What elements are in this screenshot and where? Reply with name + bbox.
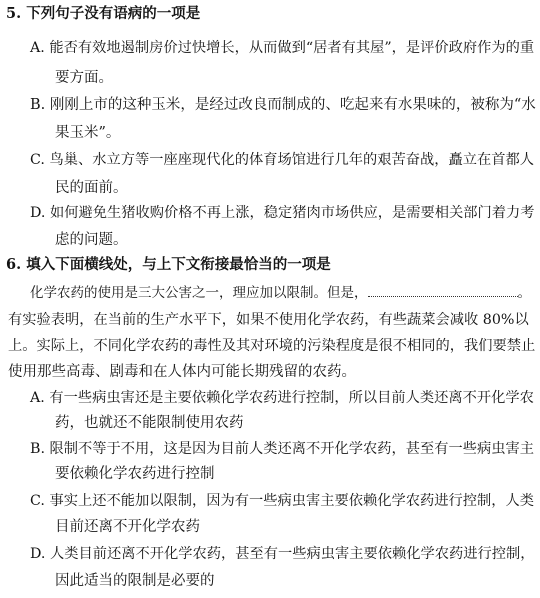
q6-number: 6. [6,256,22,273]
q6-option-d [30,544,535,564]
q6-passage-line-4: 使用那些高毒、剧毒和在人体内可能长期残留的农药。 [8,364,356,380]
q5-option-b-cont: 果玉米”。 [55,125,121,141]
q5-stem: 下列句子没有语病的一项是 [26,5,201,22]
q6-passage-line-2: 有实验表明，在当前的生产水平下，如果不使用化学农药，有些蔬菜会减收 80%以 [8,312,529,328]
q6-option-b-text: 限制不等于不用，这是因为目前人类还离不开化学农药，甚至有一些病虫害主 [49,441,535,457]
q6-option-c-text: 事实上还不能加以限制，因为有一些病虫害主要依赖化学农药进行控制，人类 [49,493,534,509]
q6-option-c-letter: C. [30,493,45,509]
q5-option-d-cont: 虑的问题。 [55,232,128,248]
q5-option-b [30,95,536,115]
q6-option-a [30,388,534,408]
q5-option-a-cont: 要方面。 [55,70,113,86]
q6-option-a-text: 有一些病虫害还是主要依赖化学农药进行控制，所以目前人类还离不开化学农 [49,390,534,406]
q5-option-b-letter: B. [30,97,46,113]
q6-option-c [30,491,534,511]
q5-option-c-text: 鸟巢、水立方等一座座现代化的体育场馆进行几年的艰苦奋战，矗立在首都人 [49,152,534,168]
q6-option-a-cont: 药，也就还不能限制使用农药 [55,415,244,431]
q6-option-d-letter: D. [30,546,46,562]
q5-heading [6,4,200,24]
q6-option-b-letter: B. [30,441,46,457]
q6-option-b-cont: 要依赖化学农药进行控制 [55,466,215,482]
q6-passage-line-1 [30,283,531,303]
q6-heading [6,255,331,275]
q6-option-c-cont: 目前还离不开化学农药 [55,519,200,535]
q6-passage-end-punct: 。 [517,285,531,301]
q5-option-a-letter: A. [30,40,45,56]
q6-stem: 填入下面横线处，与上下文衔接最恰当的一项是 [26,256,331,273]
q6-option-d-cont: 因此适当的限制是必要的 [55,573,215,589]
q6-passage-text-1: 化学农药的使用是三大公害之一，理应加以限制。但是， [30,285,368,301]
q5-option-b-text: 刚刚上市的这种玉米，是经过改良而制成的、吃起来有水果味的，被称为“水 [49,97,536,113]
q5-option-c [30,150,534,170]
q5-option-a-text: 能否有效地遏制房价过快增长，从而做到“居者有其屋”，是评价政府作为的重 [49,40,535,56]
fill-in-blank[interactable] [368,284,518,297]
q5-option-d-letter: D. [30,205,46,221]
q5-option-c-cont: 民的面前。 [55,180,128,196]
q5-number: 5. [6,5,22,22]
q6-option-b [30,439,534,459]
q6-option-d-text: 人类目前还离不开化学农药，甚至有一些病虫害主要依赖化学农药进行控制， [49,546,535,562]
q5-option-d [30,203,535,223]
q5-option-d-text: 如何避免生猪收购价格不再上涨，稳定猪肉市场供应，是需要相关部门着力考 [49,205,535,221]
q5-option-a [30,38,534,58]
q5-option-c-letter: C. [30,152,45,168]
q6-option-a-letter: A. [30,390,45,406]
q6-passage-line-3: 上。实际上，不同化学农药的毒性及其对环境的污染程度是很不相同的，我们要禁止 [8,338,536,354]
